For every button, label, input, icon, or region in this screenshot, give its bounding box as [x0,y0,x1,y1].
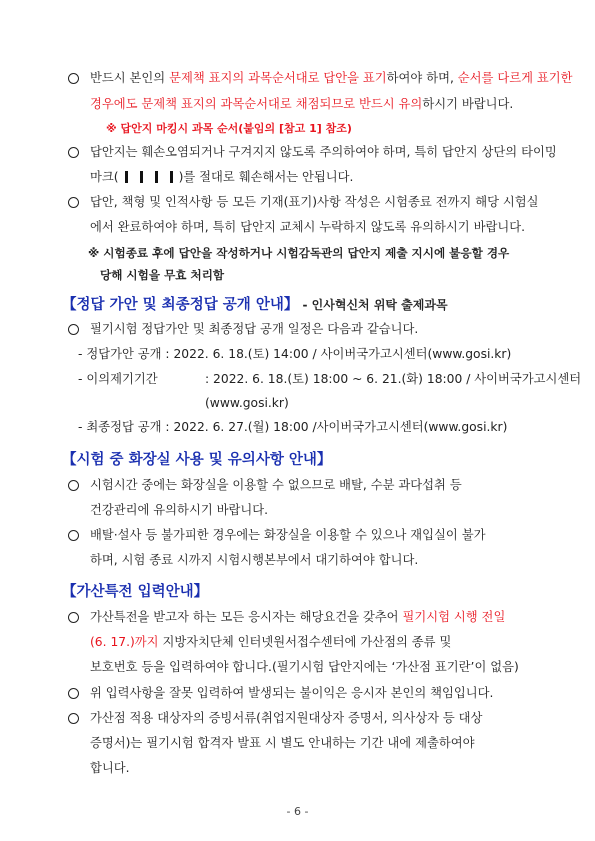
intro-bullet-1-line-1: 반드시 본인의 문제책 표지의 과목순서대로 답안을 표기하여야 하며, 순서를 다르게 표기한 [90,71,573,85]
schedule-item-objection-url: (www.gosi.kr) [205,396,289,410]
intro-note-2-line-1: ※ 시험종료 후에 답안을 작성하거나 시험감독관의 답안지 제출 지시에 불응할 경우 [88,246,510,260]
section-1-bullet: 필기시험 정답가안 및 최종정답 공개 일정은 다음과 같습니다. [90,322,419,336]
section-3-bullet-1-line-3: 보호번호 등을 입력하여야 합니다.(필기시험 답안지에는 ‘가산점 표기란’이 없음) [90,660,519,674]
circle-bullet-icon [68,688,79,699]
section-2-bullet-1-line-1: 시험시간 중에는 화장실을 이용할 수 없으므로 배탈, 수분 과다섭취 등 [90,478,462,492]
circle-bullet-icon [68,324,79,335]
section-2-bullet-1-line-2: 건강관리에 유의하시기 바랍니다. [90,503,269,517]
section-3-bullet-3-line-2: 증명서)는 필기시험 합격자 발표 시 별도 안내하는 기간 내에 제출하여야 [90,736,475,750]
section-3-bullet-1-line-2: (6. 17.)까지 지방자치단체 인터넷원서접수센터에 가산점의 종류 및 [90,635,452,649]
circle-bullet-icon [68,197,79,208]
intro-bullet-3-line-1: 답안, 책형 및 인적사항 등 모든 기재(표기)사항 작성은 시험종료 전까지 해당 시험실 [90,195,539,209]
intro-bullet-1-line-2: 경우에도 문제책 표지의 과목순서대로 채점되므로 반드시 유의하시기 바랍니다. [90,97,514,111]
section-3-bullet-3-line-3: 합니다. [90,761,130,775]
section-2-bullet-2-line-2: 하며, 시험 종료 시까지 시험시행본부에서 대기하여야 합니다. [90,553,419,567]
schedule-item-final-answer: - 최종정답 공개 : 2022. 6. 27.(월) 18:00 /사이버국가고시센터(www.gosi.kr) [78,420,508,434]
section-suffix: - 인사혁신처 위탁 출제과목 [298,298,448,312]
schedule-item-draft-answer: - 정답가안 공개 : 2022. 6. 18.(토) 14:00 / 사이버국가고시센터(www.gosi.kr) [78,347,512,361]
timing-mark-icon [119,170,179,184]
circle-bullet-icon [68,147,79,158]
intro-note-2-line-2: 당해 시험을 무효 처리함 [100,268,225,282]
page-number: - 6 - [286,805,309,818]
schedule-item-objection-label: - 이의제기기간 [78,372,158,386]
section-2-bullet-2-line-1: 배탈·설사 등 불가피한 경우에는 화장실을 이용할 수 있으나 재입실이 불가 [90,528,486,542]
schedule-item-objection-value: : 2022. 6. 18.(토) 18:00 ~ 6. 21.(화) 18:00 / 사이버국가고시센터 [205,372,582,386]
section-title: 【정답 가안 및 최종정답 공개 안내】 [62,297,299,313]
section-3-bullet-2: 위 입력사항을 잘못 입력하여 발생되는 불이익은 응시자 본인의 책임입니다. [90,686,494,700]
intro-bullet-3-line-2: 에서 완료하여야 하며, 특히 답안지 교체시 누락하지 않도록 유의하시기 바랍니다. [90,220,525,234]
intro-bullet-2-line-2: 마크( )를 절대로 훼손해서는 안됩니다. [90,170,354,184]
section-3-bullet-1-line-1: 가산특전을 받고자 하는 모든 응시자는 해당요건을 갖추어 필기시험 시행 전일 [90,610,506,624]
intro-bullet-2-line-1: 답안지는 훼손오염되거나 구겨지지 않도록 주의하여야 하며, 특히 답안지 상단의 타이밍 [90,145,557,159]
section-restroom-heading: 【시험 중 화장실 사용 및 유의사항 안내】 [62,452,332,468]
intro-note-1: ※ 답안지 마킹시 과목 순서(붙임의 [참고 1] 참조) [106,122,352,135]
circle-bullet-icon [68,530,79,541]
section-bonus-points-heading: 【가산특전 입력안내】 [62,584,209,600]
section-answer-release-heading [62,296,448,314]
circle-bullet-icon [68,73,79,84]
circle-bullet-icon [68,612,79,623]
circle-bullet-icon [68,480,79,491]
section-3-bullet-3-line-1: 가산점 적용 대상자의 증빙서류(취업지원대상자 증명서, 의사상자 등 대상 [90,711,483,725]
circle-bullet-icon [68,713,79,724]
